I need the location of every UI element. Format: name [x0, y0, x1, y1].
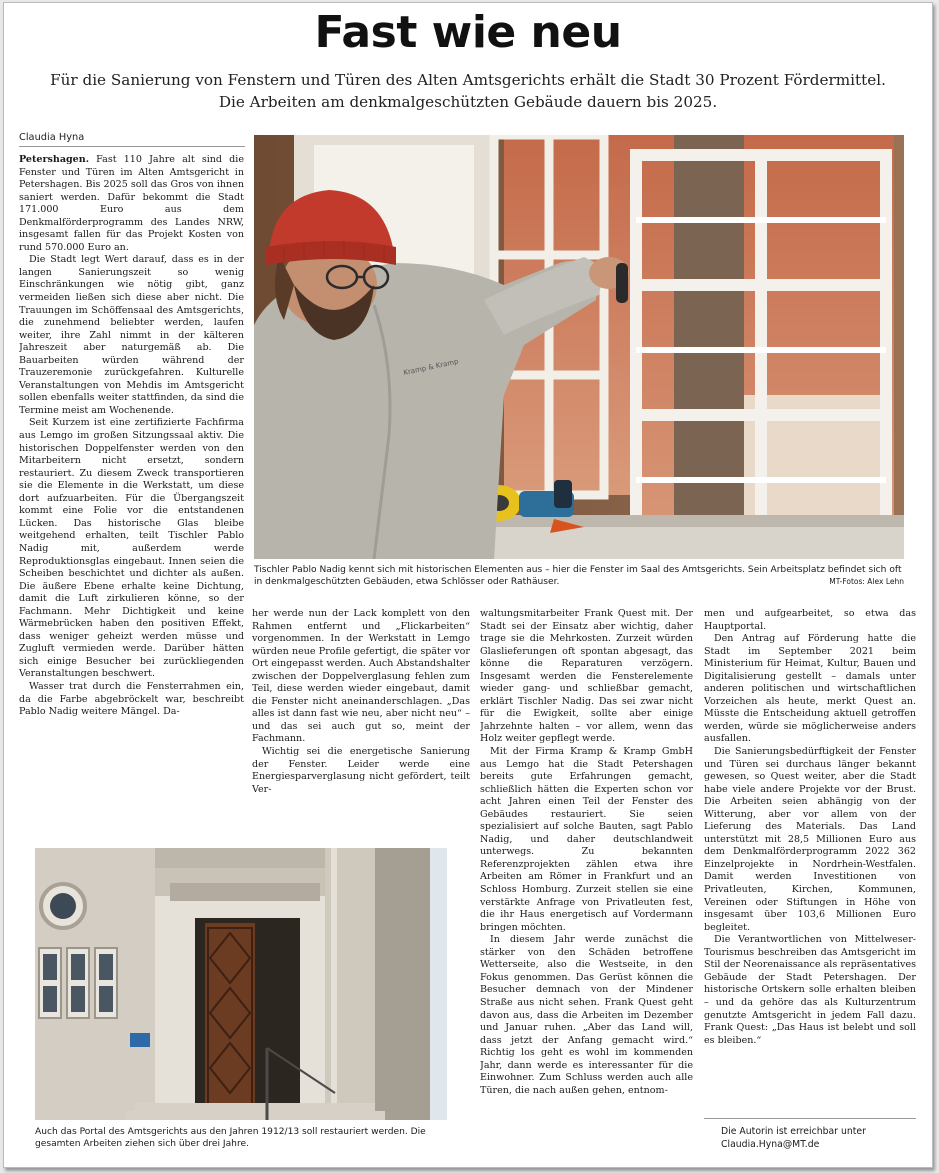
paragraph: In diesem Jahr werde zunächst die stärker von den Schäden betroffene Wetterseite, also die Westseite, in den Fokus genommen. Das Gerüst können die Besucher demnach von der Mindener Straße aus nicht sehen. Frank Quest geht davon aus, dass die Arbeiten im Dezember und Januar ruhen. „Aber das Land will, dass jetzt der Anfang gemacht wird.“ Richtig los geht es wohl im kommenden Jahr, dann werde es interessanter für die Einwohner. Zum Schluss werden auch alle Türen, die nach außen gehen, entnom- — [480, 934, 693, 1096]
paragraph: Seit Kurzem ist eine zertifizierte Fachfirma aus Lemgo im großen Sitzungssaal aktiv. Die historischen Doppelfenster werden von den Mitarbeitern nicht ersetzt, sondern restauriert. Zu diesem Zweck transportieren sie die Elemente in die Werkstatt, um diese dort aufzuarbeiten. Für die Übergangszeit kommt eine Folie vor die entstandenen Lücken. Das historische Glas bleibe weitgehend erhalten, teilt Tischler Pablo Nadig mit, außerdem werde Reproduktionsglas eingebaut. Innen seien die Scheiben beschichtet und dichter als außen. Die äußere Ebene erhalte keine Dichtung, damit die Luft zirkulieren könne, so der Fachmann. Mehr Dichtigkeit und keine Wärmebrücken haben den positiven Effekt, dass weniger geheizt werden müsse und Zugluft vermieden werde. Darüber hätten sich einige Besucher bei zurückliegenden Veranstaltungen beschwert. — [19, 417, 244, 680]
byline-divider — [19, 146, 245, 147]
author-note-divider — [704, 1118, 916, 1119]
caption-text: Tischler Pablo Nadig kennt sich mit historischen Elementen aus – hier die Fenster im Saal des Amtsgerichts. Sein Arbeitsplatz befindet sich oft in denkmalgeschützten Gebäuden, etwa Schlösser oder Rathäuser. — [254, 565, 902, 588]
shirt-logo-text: Kramp & Kramp — [402, 357, 460, 377]
paragraph: Die Stadt legt Wert darauf, dass es in der langen Sanierungszeit so wenig Einschränkungen wie nötig gibt, ganz vermeiden ließen sich diese aber nicht. Die Trauungen im Schöffensaal des Amtsgerichts, die zunehmend beliebter werden, laufen weiter, ihre Zahl nimmt in der kälteren Jahreszeit aber naturgemäß ab. Die Bauarbeiten würden während der Trauzeremonie zurückgefahren. Kulturelle Veranstaltungen von Mehdis im Amtsgericht sollen ebenfalls weiter stattfinden, da sind die Termine meist am Wochenende. — [19, 254, 244, 416]
paragraph: Wasser trat durch die Fensterrahmen ein, da die Farbe abgebröckelt war, beschreibt Pablo Nadig weitere Mängel. Da- — [19, 680, 244, 718]
article-column-4 — [704, 608, 916, 1126]
paragraph: Wichtig sei die energetische Sanierung der Fenster. Leider werde eine Energiesparverglasung nicht gefördert, teilt Ver- — [252, 746, 470, 795]
article-column-3 — [480, 608, 693, 1165]
carpenter-photo-illustration — [254, 135, 904, 559]
photo-carpenter-window — [254, 135, 904, 559]
headline: Fast wie neu — [314, 7, 622, 58]
dateline: Petershagen. — [19, 154, 90, 165]
paragraph: Die Sanierungsbedürftigkeit der Fenster und Türen sei durchaus länger bekannt gewesen, so Quest weiter, aber die Stadt habe viele andere Projekte vor der Brust. Die Arbeiten seien abhängig von der Witterung, aber vor allem von der Lieferung des Materials. Das Land unterstützt mit 28,5 Millionen Euro aus dem Denkmalförderprogramm 2022 362 Einzelprojekte in Nordrhein-Westfalen. Damit werden Investitionen von Privatleuten, Kirchen, Kommunen, Vereinen oder Stiftungen in Höhe von insgesamt über 103,6 Millionen Euro begleitet. — [704, 746, 916, 933]
photo-caption-2: Auch das Portal des Amtsgerichts aus den Jahren 1912/13 soll restauriert werden. Die gesamten Arbeiten ziehen sich über drei Jahre. — [35, 1127, 426, 1150]
author-email[interactable]: Claudia.Hyna@MT.de — [721, 1138, 820, 1150]
photo-caption-1 — [254, 564, 904, 589]
author-byline: Claudia Hyna — [19, 132, 85, 143]
article-column-1 — [19, 154, 244, 822]
author-contact-note — [721, 1126, 916, 1151]
photo-credit: MT-Fotos: Alex Lehn — [829, 577, 904, 587]
paragraph: Petershagen. Fast 110 Jahre alt sind die Fenster und Türen im Alten Amtsgericht in Petershagen. Bis 2025 soll das Gros von ihnen saniert werden. Dafür bekommt die Stadt 171.000 Euro aus dem Denkmalförderprogramm des Landes NRW, insgesamt fallen für das Projekt Kosten von rund 570.000 Euro an. — [19, 154, 244, 253]
author-note-text: Die Autorin ist erreichbar unter — [721, 1126, 866, 1137]
photo-court-portal — [35, 848, 447, 1120]
paragraph: waltungsmitarbeiter Frank Quest mit. Der Stadt sei der Einsatz aber wichtig, daher trage sie die Mehrkosten. Zurzeit würden Glaslieferungen oft spontan abgesagt, das könne die Reparaturen verzögern. Insgesamt werden die Fensterelemente wieder gang- und schließbar gemacht, erklärt Tischler Nadig. Das sei zwar nicht für die Ewigkeit, sollte aber einige Jahrzehnte halten – vor allem, wenn das Holz weiter gepflegt werde. — [480, 608, 693, 745]
newspaper-page — [3, 2, 933, 1168]
paragraph: men und aufgearbeitet, so etwa das Hauptportal. — [704, 608, 916, 632]
paragraph: Die Verantwortlichen von Mittelweser-Tourismus beschreiben das Amtsgericht im Stil der Neorenaissance als repräsentatives Gebäude der Stadt Petershagen. Der historische Ortskern solle erhalten bleiben – und da gehöre das als Kulturzentrum genutzte Amtsgericht in jedem Fall dazu. Frank Quest: „Das Haus ist belebt und soll es bleiben.“ — [704, 934, 916, 1046]
paragraph: her werde nun der Lack komplett von den Rahmen entfernt und „Flickarbeiten“ vorgenommen. In der Werkstatt in Lemgo würden neue Profile gefertigt, die später vor Ort eingepasst werden. Auch Abstandshalter zwischen der Doppelverglasung fehlen zum Teil, diese werden wieder eingebaut, damit die Fenster nicht aneinanderschlagen. „Das alles ist dann fast wie neu, aber nicht neu“ – und das sei auch gut so, meint der Fachmann. — [252, 608, 470, 745]
subheadline-line-1: Für die Sanierung von Fenstern und Türen des Alten Amtsgerichts erhält die Stadt 30 Prozent Fördermittel. — [50, 71, 886, 89]
article-column-2 — [252, 608, 470, 818]
subheadline — [24, 69, 912, 113]
subheadline-line-2: Die Arbeiten am denkmalgeschützten Gebäude dauern bis 2025. — [218, 93, 718, 111]
paragraph: Mit der Firma Kramp & Kramp GmbH aus Lemgo hat die Stadt Petershagen bereits gute Erfahrungen gemacht, schließlich hätten die Experten schon vor acht Jahren einen Teil der Fenster des Gebäudes restauriert. Sie seien spezialisiert auf solche Bauten, sagt Pablo Nadig, und daher deutschlandweit unterwegs. Zu bekannten Referenzprojekten zählen etwa ihre Arbeiten am Römer in Frankfurt und an Schloss Homburg. Zurzeit stellen sie eine verstärkte Anfrage von Privatleuten fest, die ihr Haus energetisch auf Vordermann bringen möchten. — [480, 746, 693, 933]
portal-photo-illustration — [35, 848, 447, 1120]
paragraph: Den Antrag auf Förderung hatte die Stadt im September 2021 beim Ministerium für Heimat, Kultur, Bauen und Digitalisierung gestellt – damals unter anderen politischen und wirtschaftlichen Vorzeichen als heute, merkt Quest an. Müsste die Entscheidung aktuell getroffen werden, würde sie möglicherweise anders ausfallen. — [704, 633, 916, 745]
